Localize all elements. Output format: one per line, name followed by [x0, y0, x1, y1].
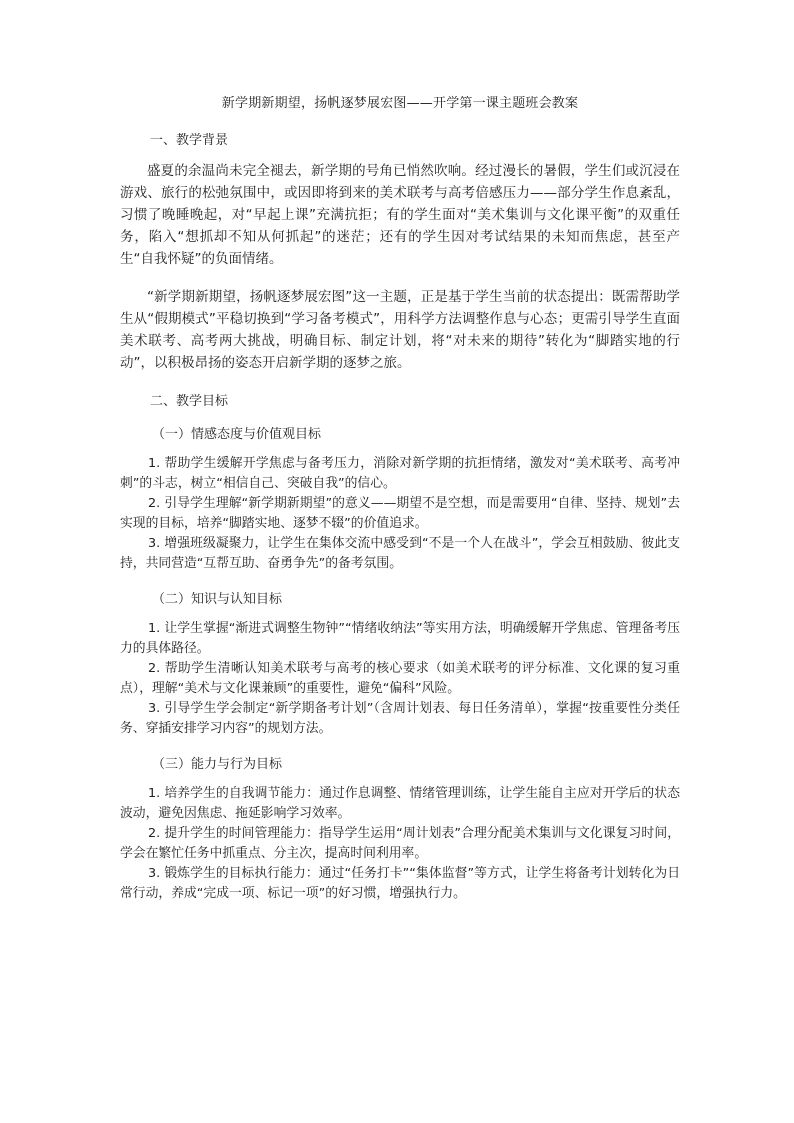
list-item: 2. 提升学生的时间管理能力：指导学生运用“周计划表”合理分配美术集训与文化课复习时间，学会在繁忙任务中抓重点、分主次，提高时间利用率。 [120, 826, 680, 861]
section-heading-background: 一、教学背景 [150, 133, 229, 148]
section-heading-goals: 二、教学目标 [150, 394, 229, 409]
list-item: 2. 引导学生理解“新学期新期望”的意义——期望不是空想，而是需要用“自律、坚持、规划”去实现的目标，培养“脚踏实地、逐梦不辍”的价值追求。 [120, 496, 680, 531]
emotion-goals-list [120, 454, 680, 574]
knowledge-goals-list [120, 619, 680, 739]
list-item: 3. 增强班级凝聚力，让学生在集体交流中感受到“不是一个人在战斗”，学会互相鼓励、彼此支持，共同营造“互帮互助、奋勇争先”的备考氛围。 [120, 536, 680, 571]
document-title: 新学期新期望，扬帆逐梦展宏图——开学第一课主题班会教案 [221, 96, 579, 111]
list-item: 1. 让学生掌握“渐进式调整生物钟”“情绪收纳法”等实用方法，明确缓解开学焦虑、管理备考压力的具体路径。 [120, 621, 680, 656]
list-item: 3. 引导学生学会制定“新学期备考计划”（含周计划表、每日任务清单），掌握“按重要性分类任务、穿插安排学习内容”的规划方法。 [120, 701, 680, 736]
document-page [120, 92, 680, 916]
background-paragraph-2: “新学期新期望，扬帆逐梦展宏图”这一主题，正是基于学生当前的状态提出：既需帮助学生从“假期模式”平稳切换到“学习备考模式”，用科学方法调整作息与心态；更需引导学生直面美术联考、高考两大挑战，明确目标、制定计划，将“对未来的期待”转化为“脚踏实地的行动”，以积极昂扬的姿态开启新学期的逐梦之旅。 [120, 289, 680, 371]
list-item: 3. 锻炼学生的目标执行能力：通过“任务打卡”“集体监督”等方式，让学生将备考计划转化为日常行动，养成“完成一项、标记一项”的好习惯，增强执行力。 [120, 866, 680, 901]
list-item: 2. 帮助学生清晰认知美术联考与高考的核心要求（如美术联考的评分标准、文化课的复习重点），理解“美术与文化课兼顾”的重要性，避免“偏科”风险。 [120, 661, 680, 696]
subsection-heading-emotion: （一）情感态度与价值观目标 [152, 427, 322, 442]
ability-goals-list [120, 784, 680, 904]
list-item: 1. 培养学生的自我调节能力：通过作息调整、情绪管理训练，让学生能自主应对开学后的状态波动，避免因焦虑、拖延影响学习效率。 [120, 786, 680, 821]
background-paragraph-1: 盛夏的余温尚未完全褪去，新学期的号角已悄然吹响。经过漫长的暑假，学生们或沉浸在游戏、旅行的松弛氛围中，或因即将到来的美术联考与高考倍感压力——部分学生作息紊乱，习惯了晚睡晚起，对“早起上课”充满抗拒；有的学生面对“美术集训与文化课平衡”的双重任务，陷入“想抓却不知从何抓起”的迷茫；还有的学生因对考试结果的未知而焦虑，甚至产生“自我怀疑”的负面情绪。 [120, 163, 680, 267]
list-item: 1. 帮助学生缓解开学焦虑与备考压力，消除对新学期的抗拒情绪，激发对“美术联考、高考冲刺”的斗志，树立“相信自己、突破自我”的信心。 [120, 456, 680, 491]
subsection-heading-knowledge: （二）知识与认知目标 [152, 592, 283, 607]
subsection-heading-ability: （三）能力与行为目标 [152, 757, 283, 772]
